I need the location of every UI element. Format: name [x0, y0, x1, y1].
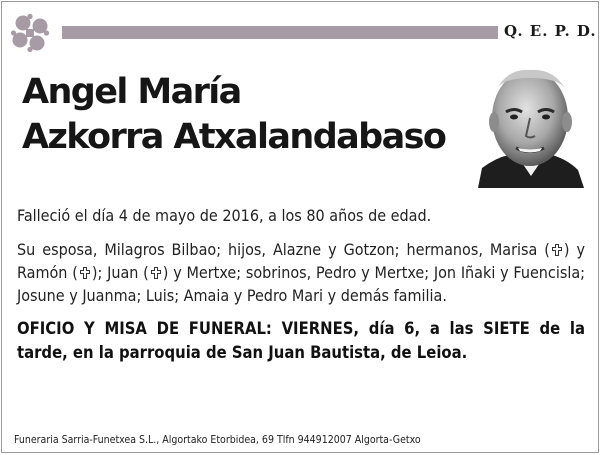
name-line-1: Angel María [22, 72, 241, 112]
qepd-label: Q. E. P. D. [504, 22, 597, 40]
cross-icon [150, 267, 162, 279]
cross-icon [79, 267, 91, 279]
family-text-1: Su esposa, Milagros Bilbao; hijos, Alazne y Gotzon; hermanos, Marisa ( [17, 240, 550, 259]
family-text-4: ) y Mertxe; sobrinos, Pedro y Mertxe; Jon Iñaki y Fuencisla; Josune y Juanma; Luis; Amaia y Pedro Mari y demás familia. [17, 263, 586, 305]
death-notice: Falleció el día 4 de mayo de 2016, a los 80 años de edad. [17, 206, 432, 225]
obituary-body [17, 204, 585, 365]
funeral-home-footer: Funeraria Sarria-Funetxea S.L., Algortako Etorbidea, 69 Tlfn 944912007 Algorta-Getxo [14, 434, 421, 446]
obituary-card [1, 1, 599, 453]
lauburu-icon [8, 11, 52, 55]
funeral-details: OFICIO Y MISA DE FUNERAL: VIERNES, día 6, a las SIETE de la tarde, en la parroquia de San Juan Bautista, de Leioa. [17, 319, 585, 362]
family-list [17, 238, 585, 307]
cross-icon [551, 244, 563, 256]
portrait-photo [478, 60, 584, 188]
deceased-name [22, 70, 445, 160]
family-text-2: ) y Ramón ( [17, 240, 586, 282]
family-text-3: ); Juan ( [91, 263, 149, 282]
name-line-2: Azkorra Atxalandabaso [22, 117, 446, 157]
header-rule [62, 26, 498, 39]
